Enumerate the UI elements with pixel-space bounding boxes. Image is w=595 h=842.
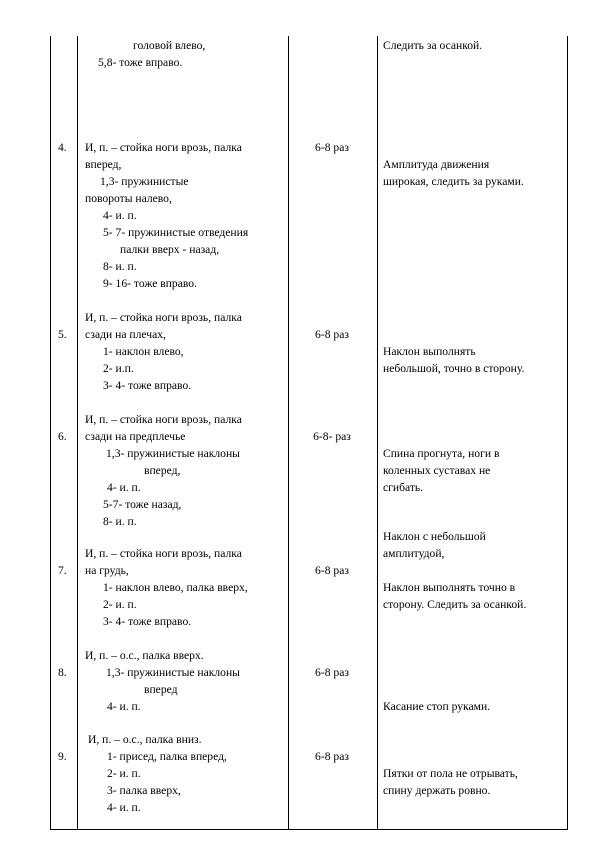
note-line: Касание стоп руками.: [383, 700, 491, 713]
note-line: Наклон выполнять: [383, 345, 476, 358]
note-line: Амплитуда движения: [383, 158, 490, 171]
note-line: небольшой, точно в сторону.: [383, 362, 525, 375]
exercise-line: на грудь,: [85, 564, 129, 577]
note-line: сторону. Следить за осанкой.: [383, 598, 527, 611]
repetitions: 6-8 раз: [315, 564, 349, 577]
exercise-line: повороты налево,: [85, 192, 172, 205]
exercise-line: 3- палка вверх,: [107, 784, 181, 797]
note-line: амплитудой,: [383, 547, 445, 560]
note-line: коленных суставах не: [383, 464, 491, 477]
row-number: 7.: [58, 564, 67, 577]
exercise-line: вперед,: [144, 464, 181, 477]
exercise-line: И, п. – стойка ноги врозь, палка: [85, 141, 242, 154]
repetitions: 6-8- раз: [313, 430, 351, 443]
repetitions: 6-8 раз: [315, 666, 349, 679]
note-line: Пятки от пола не отрывать,: [383, 767, 518, 780]
row-number: 5.: [58, 328, 67, 341]
table-border-left: [50, 36, 51, 830]
exercise-line: 5-7- тоже назад,: [103, 498, 182, 511]
exercise-line: сзади на плечах,: [85, 328, 166, 341]
note-line: Наклон выполнять точно в: [383, 581, 516, 594]
exercise-line: 4- и. п.: [103, 209, 137, 222]
exercise-line: 1- наклон влево, палка вверх,: [103, 581, 248, 594]
exercise-line: 1,3- пружинистые наклоны: [106, 447, 240, 460]
note-line: Спина прогнута, ноги в: [383, 447, 500, 460]
column-divider-3: [377, 36, 378, 830]
note-line: Следить за осанкой.: [383, 39, 483, 52]
note-line: Наклон с небольшой: [383, 530, 486, 543]
table-border-bottom: [50, 829, 568, 830]
note-line: спину держать ровно.: [383, 784, 491, 797]
exercise-line: 1,3- пружинистые наклоны: [106, 666, 240, 679]
exercise-line: 5- 7- пружинистые отведения: [103, 226, 249, 239]
exercise-line: 1,3- пружинистые: [100, 175, 189, 188]
exercise-line: И, п. – стойка ноги врозь, палка: [85, 413, 242, 426]
note-line: широкая, следить за руками.: [383, 175, 524, 188]
exercise-line: 9- 16- тоже вправо.: [103, 277, 197, 290]
exercise-line: палки вверх - назад,: [120, 243, 220, 256]
row-number: 9.: [58, 750, 67, 763]
exercise-line: 3- 4- тоже вправо.: [103, 615, 192, 628]
exercise-line: вперед: [144, 683, 178, 696]
exercise-line: вперед,: [85, 158, 122, 171]
exercise-line: И, п. – стойка ноги врозь, палка: [85, 311, 242, 324]
row-number: 6.: [58, 430, 67, 443]
exercise-line: И, п. – о.с., палка вниз.: [88, 733, 202, 746]
exercise-line: И, п. – стойка ноги врозь, палка: [85, 547, 242, 560]
exercise-line: 4- и. п.: [107, 700, 141, 713]
exercise-line: 5,8- тоже вправо.: [98, 56, 183, 69]
exercise-line: 3- 4- тоже вправо.: [103, 379, 192, 392]
exercise-line: сзади на предплечье: [85, 430, 186, 443]
exercise-line: 2- и. п.: [103, 598, 137, 611]
repetitions: 6-8 раз: [315, 750, 349, 763]
table-border-right: [567, 36, 568, 830]
column-divider-1: [77, 36, 78, 830]
exercise-line: 2- и. п.: [107, 767, 141, 780]
exercise-line: 8- и. п.: [103, 260, 137, 273]
row-number: 8.: [58, 666, 67, 679]
exercise-line: 8- и. п.: [103, 515, 137, 528]
exercise-line: 4- и. п.: [107, 481, 141, 494]
exercise-line: 1- наклон влево,: [103, 345, 184, 358]
exercise-line: 4- и. п.: [107, 801, 141, 814]
exercise-line: 1- присед, палка вперед,: [107, 750, 227, 763]
exercise-line: 2- и.п.: [103, 362, 134, 375]
repetitions: 6-8 раз: [315, 328, 349, 341]
repetitions: 6-8 раз: [315, 141, 349, 154]
exercise-line: головой влево,: [133, 39, 206, 52]
row-number: 4.: [58, 141, 67, 154]
exercise-line: И, п. – о.с., палка вверх.: [85, 649, 204, 662]
note-line: сгибать.: [383, 481, 424, 494]
